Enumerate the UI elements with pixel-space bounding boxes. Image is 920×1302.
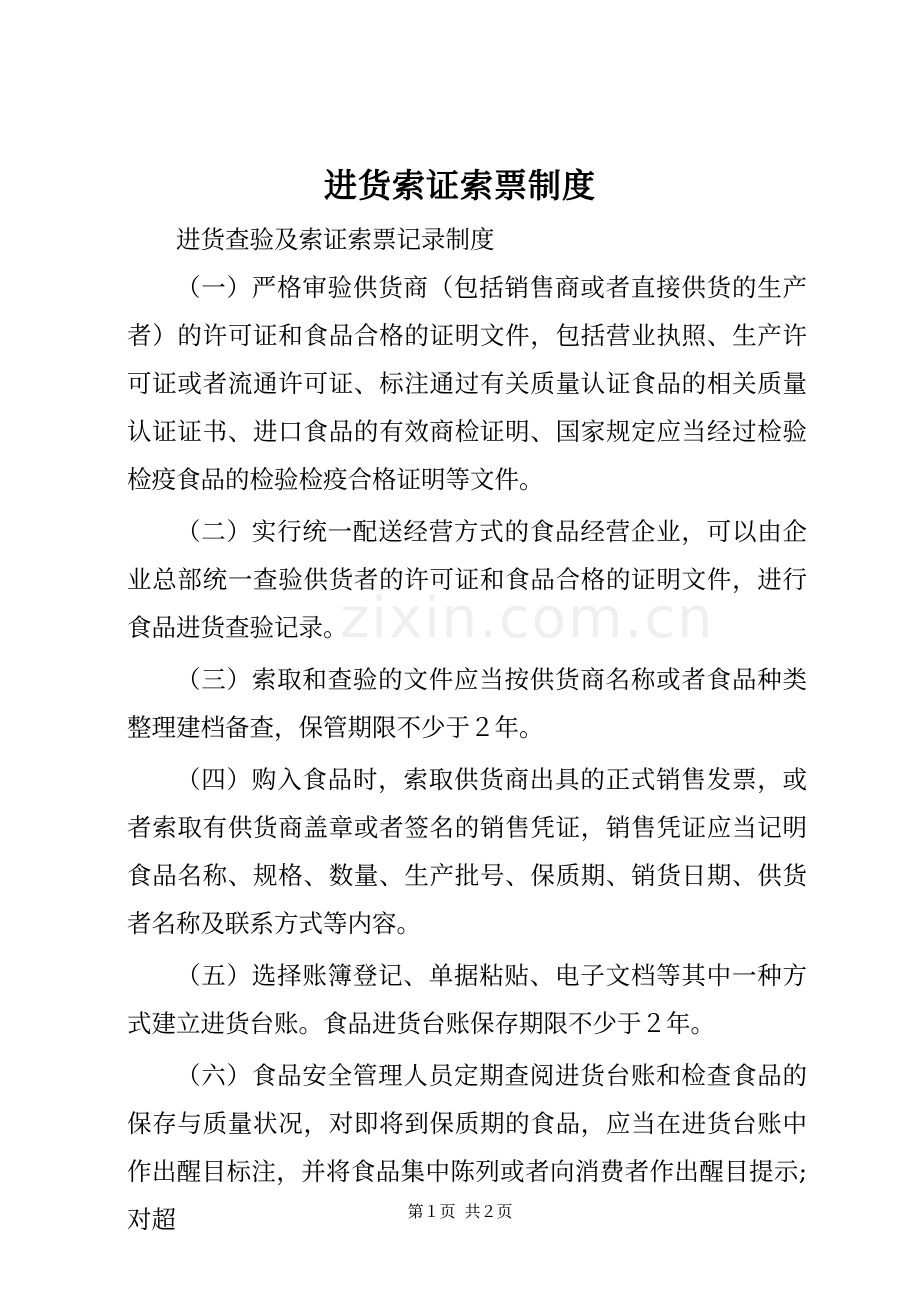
document-body	[127, 216, 807, 1248]
paragraph-4: （四）购入食品时，索取供货商出具的正式销售发票，或者索取有供货商盖章或者签名的销售凭证，销售凭证应当记明食品名称、规格、数量、生产批号、保质期、销货日期、供货者名称及联系方式等内容。	[127, 765, 807, 938]
paragraph-3: （三）索取和查验的文件应当按供货商名称或者食品种类整理建档备查，保管期限不少于２年。	[127, 665, 807, 742]
watermark: zixin.com.cn	[340, 586, 715, 651]
paragraph-6: （六）食品安全管理人员定期查阅进货台账和检查食品的保存与质量状况，对即将到保质期的食品，应当在进货台账中作出醒目标注，并将食品集中陈列或者向消费者作出醒目提示;对超	[127, 1061, 807, 1234]
page-total: 共２页	[464, 1202, 513, 1221]
document-subtitle: 进货查验及索证索票记录制度	[176, 225, 495, 254]
document-title: 进货索证索票制度	[324, 166, 596, 205]
paragraph-2: （二）实行统一配送经营方式的食品经营企业，可以由企业总部统一查验供货者的许可证和食品合格的证明文件，进行食品进货查验记录。	[127, 517, 807, 642]
paragraph-1: （一）严格审验供货商（包括销售商或者直接供货的生产者）的许可证和食品合格的证明文件，包括营业执照、生产许可证或者流通许可证、标注通过有关质量认证食品的相关质量认证证书、进口食品的有效商检证明、国家规定应当经过检验检疫食品的检验检疫合格证明等文件。	[127, 273, 807, 494]
page-footer	[0, 1200, 920, 1224]
page-number: 第１页	[407, 1202, 456, 1221]
paragraph-5: （五）选择账簿登记、单据粘贴、电子文档等其中一种方式建立进货台账。食品进货台账保存期限不少于２年。	[127, 961, 807, 1038]
